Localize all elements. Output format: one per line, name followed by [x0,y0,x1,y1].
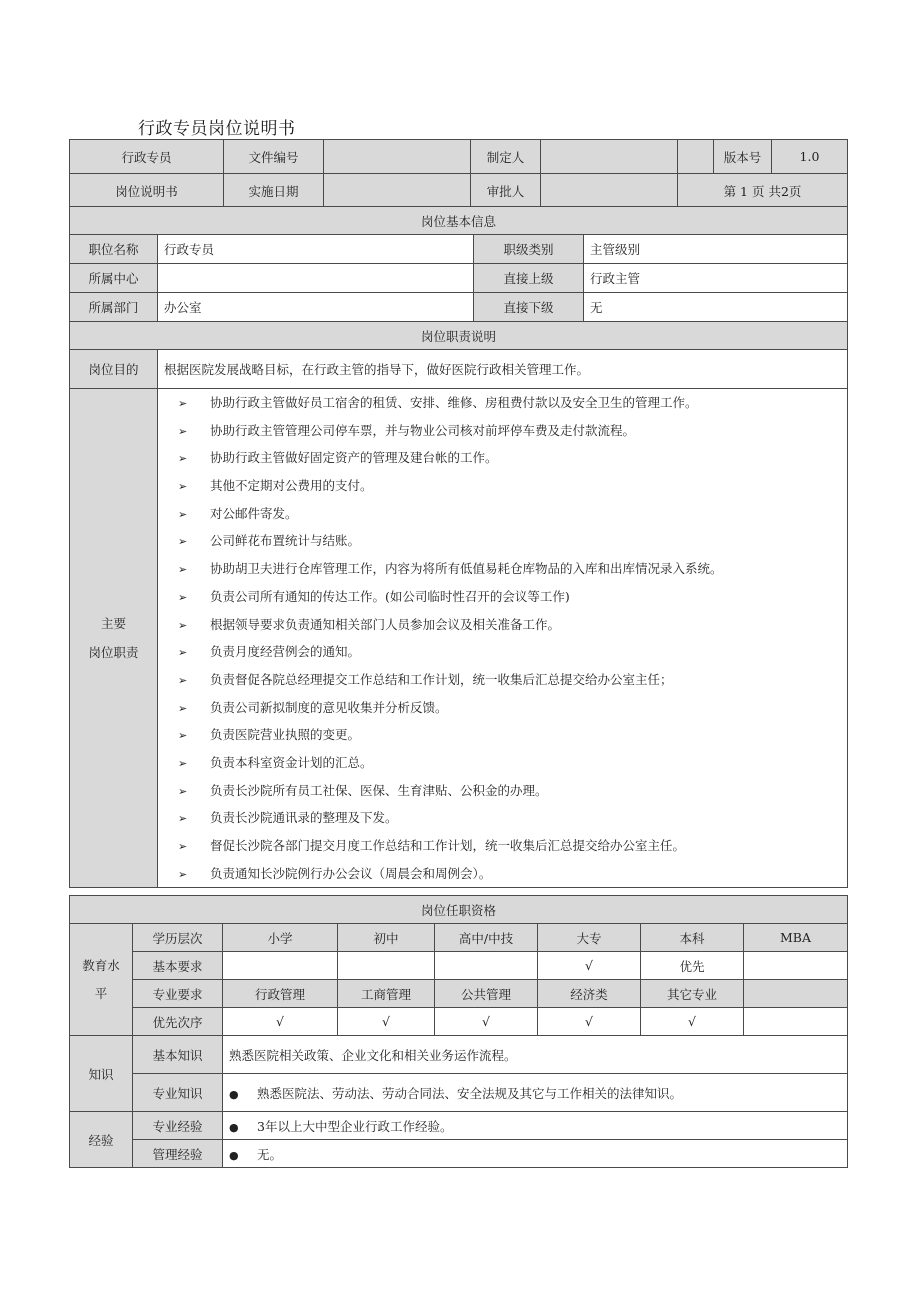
basic-info-section-title: 岗位基本信息 [70,207,848,235]
duty-item [178,666,847,694]
basic-info-table [69,206,848,888]
duty-item [178,777,847,805]
priority-cell: √ [538,1008,641,1036]
level-label: 职级类别 [474,235,584,264]
main-duties-label-line2: 岗位职责 [88,645,139,661]
impl-date-label: 实施日期 [224,174,324,208]
bullet-icon: ● [229,1087,239,1101]
duty-item-text: 协助行政主管做好员工宿舍的租赁、安排、维修、房租费付款以及安全卫生的管理工作。 [210,395,698,410]
purpose-value: 根据医院发展战略目标，在行政主管的指导下，做好医院行政相关管理工作。 [158,350,848,389]
superior-label: 直接上级 [474,264,584,293]
pro-exp-cell [223,1112,848,1140]
duty-item [178,638,847,666]
pro-exp-value: 3年以上大中型企业行政工作经验。 [257,1118,453,1134]
basic-req-label: 基本要求 [133,952,223,980]
arrow-bullet-icon: ➢ [178,535,188,549]
duties-list-cell [158,389,848,888]
major-req-cell [744,980,848,1008]
dept-value: 办公室 [158,293,474,322]
duty-item-text: 负责本科室资金计划的汇总。 [210,754,373,770]
basic-knowledge-label: 基本知识 [133,1036,223,1074]
experience-label: 经验 [70,1112,133,1168]
arrow-bullet-icon: ➢ [178,701,188,715]
duty-item-text: 负责医院营业执照的变更。 [210,727,361,743]
duty-item-text: 负责督促各院总经理提交工作总结和工作计划，统一收集后汇总提交给办公室主任； [210,671,673,687]
pro-knowledge-cell [223,1074,848,1112]
major-req-cell: 其它专业 [641,980,744,1008]
arrow-bullet-icon: ➢ [178,563,188,577]
version-label: 版本号 [714,140,772,174]
level-cell: MBA [744,924,848,952]
document-title: 行政专员岗位说明书 [138,119,296,139]
page-info: 第 1 页 共2页 [678,174,848,208]
duty-item-text: 负责公司新拟制度的意见收集并分析反馈。 [210,699,448,715]
priority-cell: √ [223,1008,338,1036]
basic-knowledge-value: 熟悉医院相关政策、企业文化和相关业务运作流程。 [223,1036,848,1074]
education-label-line2: 平 [94,985,108,1001]
dept-label: 所属部门 [70,293,158,322]
arrow-bullet-icon: ➢ [178,590,188,604]
basic-req-cell: 优先 [641,952,744,980]
level-cell: 高中/中技 [435,924,538,952]
basic-req-cell [338,952,435,980]
arrow-bullet-icon: ➢ [178,397,188,410]
basic-req-cell [223,952,338,980]
major-req-cell: 经济类 [538,980,641,1008]
duty-item [178,500,847,528]
file-no-label: 文件编号 [224,140,324,174]
main-duties-label-line1: 主要 [100,616,126,632]
arrow-bullet-icon: ➢ [178,784,188,798]
arrow-bullet-icon: ➢ [178,646,188,660]
priority-cell: √ [435,1008,538,1036]
duty-item [178,389,847,417]
position-title-cell: 行政专员 [70,140,224,174]
duty-item-text: 负责长沙院通讯录的整理及下发。 [210,810,398,826]
duty-item [178,804,847,832]
basic-req-cell [744,952,848,980]
duty-item [178,472,847,500]
approver-value [541,174,678,208]
maker-value [541,140,678,174]
major-req-label: 专业要求 [133,980,223,1008]
basic-req-cell: √ [538,952,641,980]
subordinate-label: 直接下级 [474,293,584,322]
mgmt-exp-value: 无。 [257,1146,283,1162]
duty-item-text: 负责月度经营例会的通知。 [210,644,361,660]
level-cell: 初中 [338,924,435,952]
major-req-cell: 行政管理 [223,980,338,1008]
duty-item [178,555,847,583]
qualification-section-title: 岗位任职资格 [70,896,848,924]
center-label: 所属中心 [70,264,158,293]
duty-item-text: 对公邮件寄发。 [210,505,298,521]
arrow-bullet-icon: ➢ [178,756,188,770]
qualification-table [69,895,848,1168]
job-name-label: 职位名称 [70,235,158,264]
subordinate-value: 无 [584,293,848,322]
arrow-bullet-icon: ➢ [178,840,188,853]
version-value: 1.0 [772,140,848,174]
major-req-cell: 公共管理 [435,980,538,1008]
main-duties-label [70,389,158,888]
mgmt-exp-label: 管理经验 [133,1140,223,1168]
duty-item-text: 协助行政主管管理公司停车票，并与物业公司核对前坪停车费及走付款流程。 [210,422,636,438]
arrow-bullet-icon: ➢ [178,618,188,632]
arrow-bullet-icon: ➢ [178,424,188,438]
level-value: 主管级别 [584,235,848,264]
superior-value: 行政主管 [584,264,848,293]
purpose-label: 岗位目的 [70,350,158,389]
maker-label: 制定人 [471,140,541,174]
pro-knowledge-label: 专业知识 [133,1074,223,1112]
bullet-icon: ● [229,1120,239,1134]
level-cell: 大专 [538,924,641,952]
pro-knowledge-value: 熟悉医院法、劳动法、劳动合同法、安全法规及其它与工作相关的法律知识。 [257,1085,683,1101]
duties-section-title: 岗位职责说明 [70,322,848,350]
duty-item-text: 负责公司所有通知的传达工作。(如公司临时性召开的会议等工作) [210,588,570,604]
position-subtitle-cell: 岗位说明书 [70,174,224,208]
mgmt-exp-cell [223,1140,848,1168]
priority-cell [744,1008,848,1036]
duty-item [178,860,847,888]
file-no-value [324,140,471,174]
duty-item [178,749,847,777]
impl-date-value [324,174,471,208]
duty-item-text: 公司鲜花布置统计与结账。 [210,533,361,549]
level-row-label: 学历层次 [133,924,223,952]
priority-label: 优先次序 [133,1008,223,1036]
duty-item [178,417,847,445]
duty-item [178,611,847,639]
major-req-cell: 工商管理 [338,980,435,1008]
priority-cell: √ [641,1008,744,1036]
duty-item [178,444,847,472]
duty-item-text: 督促长沙院各部门提交月度工作总结和工作计划，统一收集后汇总提交给办公室主任。 [210,838,686,853]
duty-item [178,832,847,860]
priority-cell: √ [338,1008,435,1036]
education-label [70,924,133,1036]
arrow-bullet-icon: ➢ [178,507,188,521]
duty-item [178,527,847,555]
duties-list [158,389,847,887]
job-name-value: 行政专员 [158,235,474,264]
arrow-bullet-icon: ➢ [178,452,188,466]
duty-item-text: 协助胡卫夫进行仓库管理工作，内容为将所有低值易耗仓库物品的入库和出库情况录入系统。 [210,561,723,577]
duty-item-text: 其他不定期对公费用的支付。 [210,478,373,494]
education-label-line1: 教育水 [82,957,120,973]
duty-item-text: 根据领导要求负责通知相关部门人员参加会议及相关准备工作。 [210,616,561,632]
arrow-bullet-icon: ➢ [178,480,188,494]
pro-exp-label: 专业经验 [133,1112,223,1140]
level-cell: 小学 [223,924,338,952]
arrow-bullet-icon: ➢ [178,867,188,881]
duty-item [178,694,847,722]
duty-item [178,721,847,749]
duty-item-text: 负责通知长沙院例行办公会议（周晨会和周例会）。 [210,865,492,881]
basic-req-cell [435,952,538,980]
approver-label: 审批人 [471,174,541,208]
level-cell: 本科 [641,924,744,952]
arrow-bullet-icon: ➢ [178,729,188,743]
duty-item [178,583,847,611]
knowledge-label: 知识 [70,1036,133,1112]
center-value [158,264,474,293]
duty-item-text: 协助行政主管做好固定资产的管理及建台帐的工作。 [210,450,498,466]
header-table [69,139,848,208]
header-spacer [678,140,714,174]
duty-item-text: 负责长沙院所有员工社保、医保、生育津贴、公积金的办理。 [210,782,548,798]
bullet-icon: ● [229,1148,239,1162]
arrow-bullet-icon: ➢ [178,812,188,826]
arrow-bullet-icon: ➢ [178,673,188,687]
